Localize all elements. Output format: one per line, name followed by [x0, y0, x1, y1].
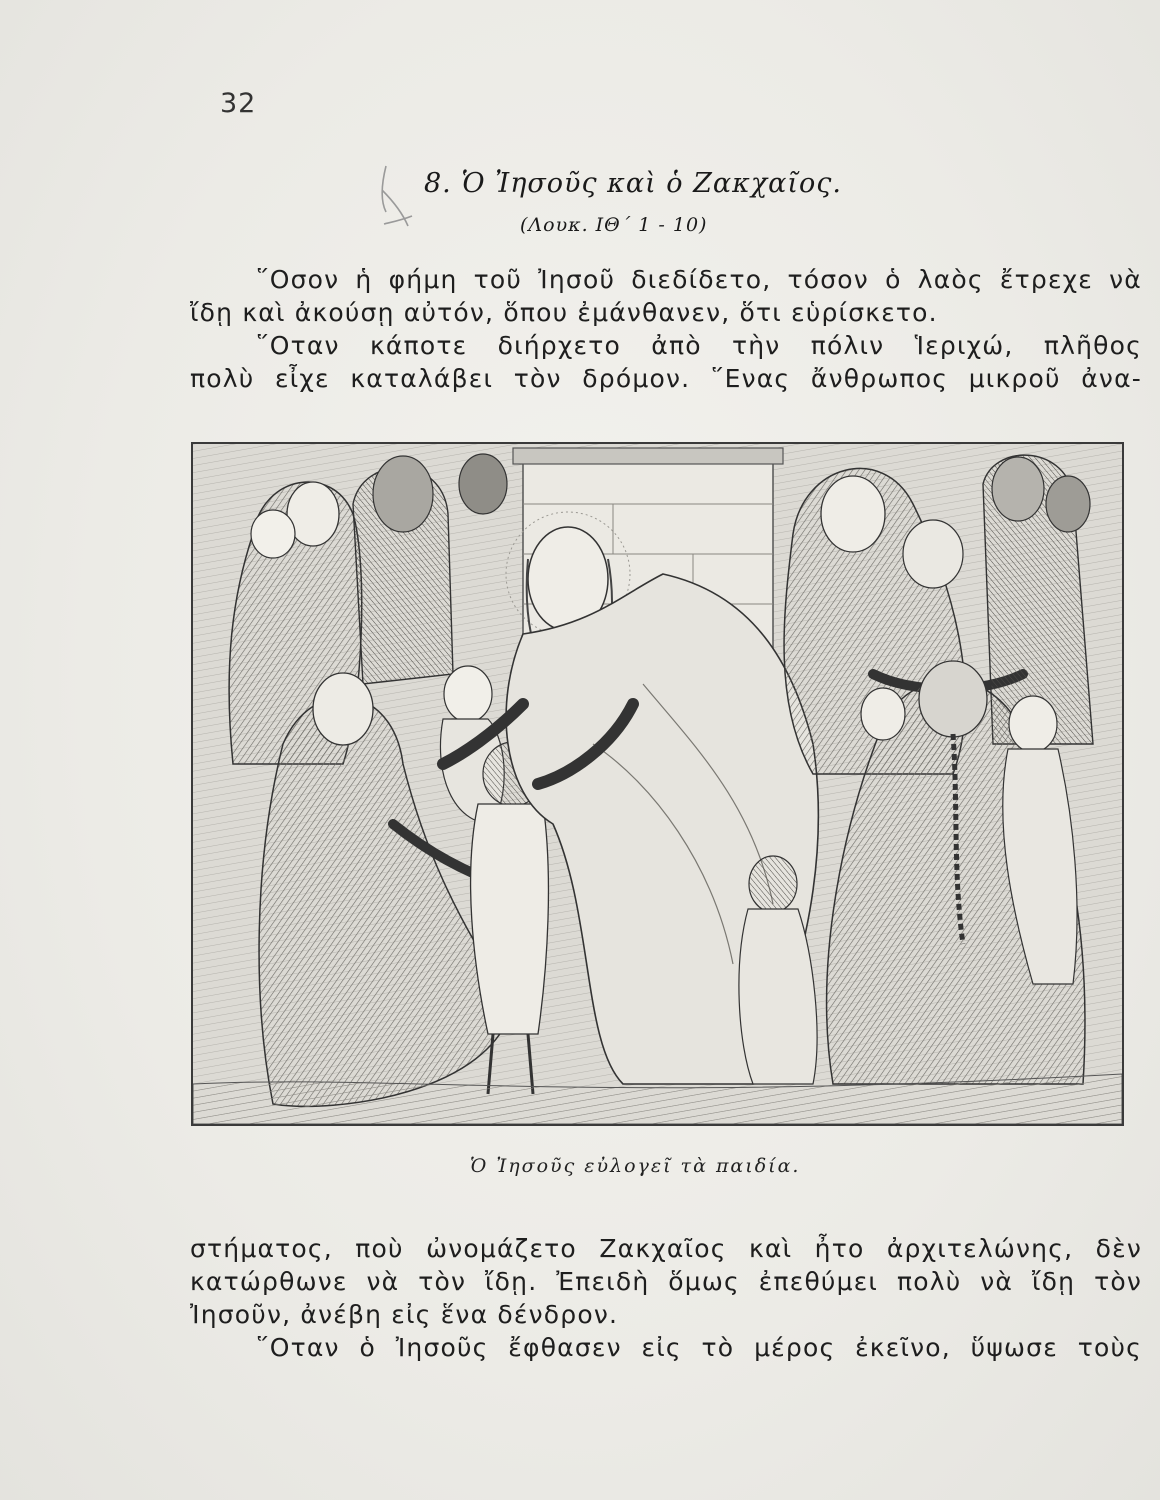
page-number: 32 [220, 88, 257, 119]
engraving-illustration [191, 442, 1124, 1126]
illustration-caption: Ὁ Ἰησοῦς εὐλογεῖ τὰ παιδία. [470, 1155, 801, 1177]
text-line: ῞Οταν κάποτε διήρχετο ἀπὸ τὴν πόλιν Ἱεριχώ, πλῆθος [256, 331, 1142, 360]
pencil-annotation-mark [372, 160, 422, 240]
text-line: Ἰησοῦν, ἀνέβη εἰς ἕνα δένδρον. [190, 1300, 619, 1329]
text-line: ῞Οταν ὁ Ἰησοῦς ἔφθασεν εἰς τὸ μέρος ἐκεῖνο, ὕψωσε τοὺς [256, 1333, 1142, 1362]
text-line: ῞Οσον ἡ φήμη τοῦ Ἰησοῦ διεδίδετο, τόσον ὁ λαὸς ἔτρεχε νὰ [256, 265, 1142, 294]
chapter-title: 8. Ὁ Ἰησοῦς καὶ ὁ Ζακχαῖος. [424, 168, 842, 199]
chapter-reference: (Λουκ. ΙΘ΄ 1 - 10) [520, 214, 708, 236]
text-line: πολὺ εἶχε καταλάβει τὸν δρόμον. ῞Ενας ἄνθρωπος μικροῦ ἀνα- [190, 364, 1142, 393]
text-line: κατώρθωνε νὰ τὸν ἴδῃ. Ἐπειδὴ ὅμως ἐπεθύμει πολὺ νὰ ἴδῃ τὸν [190, 1267, 1142, 1296]
text-block-top [190, 263, 1142, 395]
text-block-bottom [190, 1232, 1142, 1364]
text-line: στήματος, ποὺ ὠνομάζετο Ζακχαῖος καὶ ἦτο ἀρχιτελώνης, δὲν [190, 1234, 1142, 1263]
text-line: ἴδῃ καὶ ἀκούσῃ αὐτόν, ὅπου ἐμάνθανεν, ὅτι εὑρίσκετο. [190, 298, 938, 327]
